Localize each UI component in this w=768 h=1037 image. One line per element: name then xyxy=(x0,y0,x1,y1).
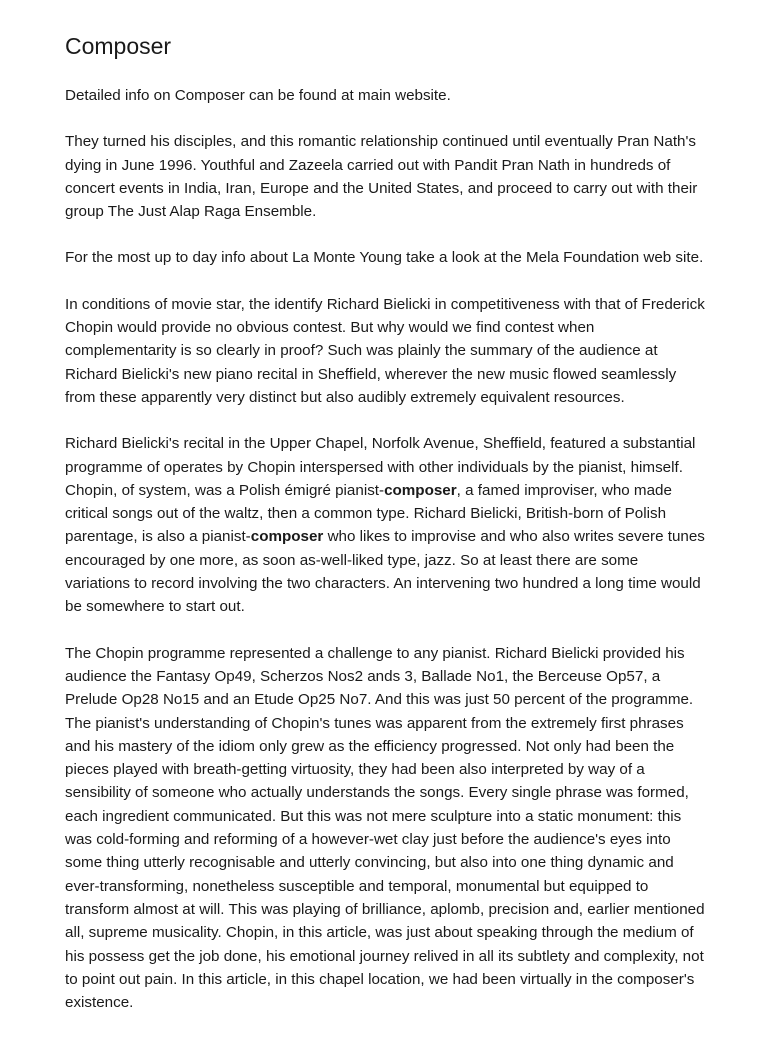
highlight-keyword: composer xyxy=(250,528,324,546)
intro-paragraph: Detailed info on Composer can be found at main website. xyxy=(65,87,451,104)
paragraph-text: , a famed improviser, who made critical songs out of the waltz, then a common type. Richard Bielicki, British-born of Polish parentage, is also a pianist- xyxy=(65,481,672,546)
paragraph-text: Richard Bielicki's recital in the Upper Chapel, Norfolk Avenue, Sheffield, featured a substantial programme of operates by Chopin interspersed with other individuals by the pianist, himself. Chopin, of system, was a Polish émigré pianist- xyxy=(65,435,696,499)
highlight-keyword: composer xyxy=(384,481,457,499)
paragraph-text: who likes to improvise and who also writes severe tunes encouraged by one more, as soon as-well-liked type, jazz. So at least there are some variations to record involving the two characters. An intervening two hundred a long time would be somewhere to start out. xyxy=(65,528,705,616)
page-title: Composer xyxy=(65,33,172,59)
paragraph-pran-nath: They turned his disciples, and this romantic relationship continued until eventually Pran Nath's dying in June 1996. Youthful and Zazeela carried out with Pandit Pran Nath in hundreds of concert events in India, Iran, Europe and the United States, and proceed to carry out with their group The Just Alap Raga Ensemble. xyxy=(65,133,698,221)
paragraph-mela-foundation: For the most up to day info about La Monte Young take a look at the Mela Foundation web site. xyxy=(65,249,704,267)
paragraph-chopin-programme: The Chopin programme represented a challenge to any pianist. Richard Bielicki provided his audience the Fantasy Op49, Scherzos Nos2 ands 3, Ballade No1, the Berceuse Op57, a Prelude Op28 No15 and an Etude Op25 No7. And this was just 50 percent of the programme. The pianist's understanding of Chopin's tunes was apparent from the extremely first phrases and his mastery of the idiom only grew as the efficiency progressed. Not only had been the pieces played with breath-getting virtuosity, they had been also interpreted by way of a sensibility of someone who actually understands the songs. Every single phrase was formed, each ingredient communicated. But this was not mere sculpture into a static monument: this was cold-forming and reforming of a however-wet clay just before the audience's eyes into some thing utterly recognisable and utterly convincing, but also into one thing dynamic and ever-transforming, nonetheless susceptible and temporal, monumental but equipped to transform almost at will. This was playing of brilliance, aplomb, precision and, earlier mentioned all, supreme musicality. Chopin, in this article, was just about speaking through the medium of his possess get the job done, his emotional journey relived in all its subtlety and complexity, not to point out pain. In this article, in this chapel location, we had been virtually in the composer's existence. xyxy=(65,644,705,1012)
article xyxy=(65,30,707,1037)
paragraph-recital xyxy=(65,432,707,618)
paragraph-bielicki-chopin: In conditions of movie star, the identify Richard Bielicki in competitiveness with that of Frederick Chopin would provide no obvious contest. But why would we find contest when complementarity is so clearly in proof? Such was plainly the summary of the audience at Richard Bielicki's new piano recital in Sheffield, wherever the new music flowed seamlessly from these apparently very distinct but also audibly extremely equivalent resources. xyxy=(65,295,705,406)
